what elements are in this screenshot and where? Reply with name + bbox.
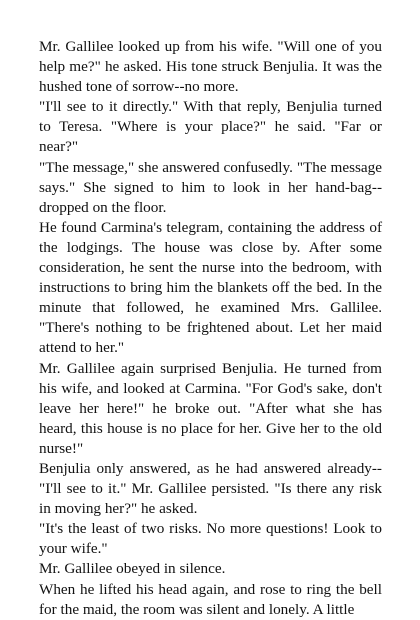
- paragraph-6: Benjulia only answered, as he had answered already--"I'll see to it." Mr. Gallilee persisted. "Is there any risk in moving her?" he asked.: [39, 459, 382, 518]
- paragraph-1: Mr. Gallilee looked up from his wife. "Will one of you help me?" he asked. His tone struck Benjulia. It was the hushed tone of sorrow--no more.: [39, 38, 382, 96]
- paragraph-8: Mr. Gallilee obeyed in silence.: [39, 560, 226, 578]
- document-page: [39, 37, 382, 620]
- paragraph-2: "I'll see to it directly." With that reply, Benjulia turned to Teresa. "Where is your place?" he said. "Far or near?": [39, 98, 382, 156]
- paragraph-9: When he lifted his head again, and rose to ring the bell for the maid, the room was silent and lonely. A little: [39, 580, 382, 618]
- paragraph-7: "It's the least of two risks. No more questions! Look to your wife.": [39, 520, 382, 558]
- paragraph-4: He found Carmina's telegram, containing the address of the lodgings. The house was close by. After some consideration, he sent the nurse into the bedroom, with instructions to bring him the blankets off the bed. In the minute that followed, he examined Mrs. Gallilee. "There's nothing to be frightened about. Let her maid attend to her.": [39, 218, 382, 357]
- paragraph-5: Mr. Gallilee again surprised Benjulia. He turned from his wife, and looked at Carmina. "For God's sake, don't leave her here!" he broke out. "After what she has heard, this house is no place for her. Give her to the old nurse!": [39, 359, 382, 457]
- paragraph-3: "The message," she answered confusedly. "The message says." She signed to him to look in her hand-bag--dropped on the floor.: [39, 158, 382, 216]
